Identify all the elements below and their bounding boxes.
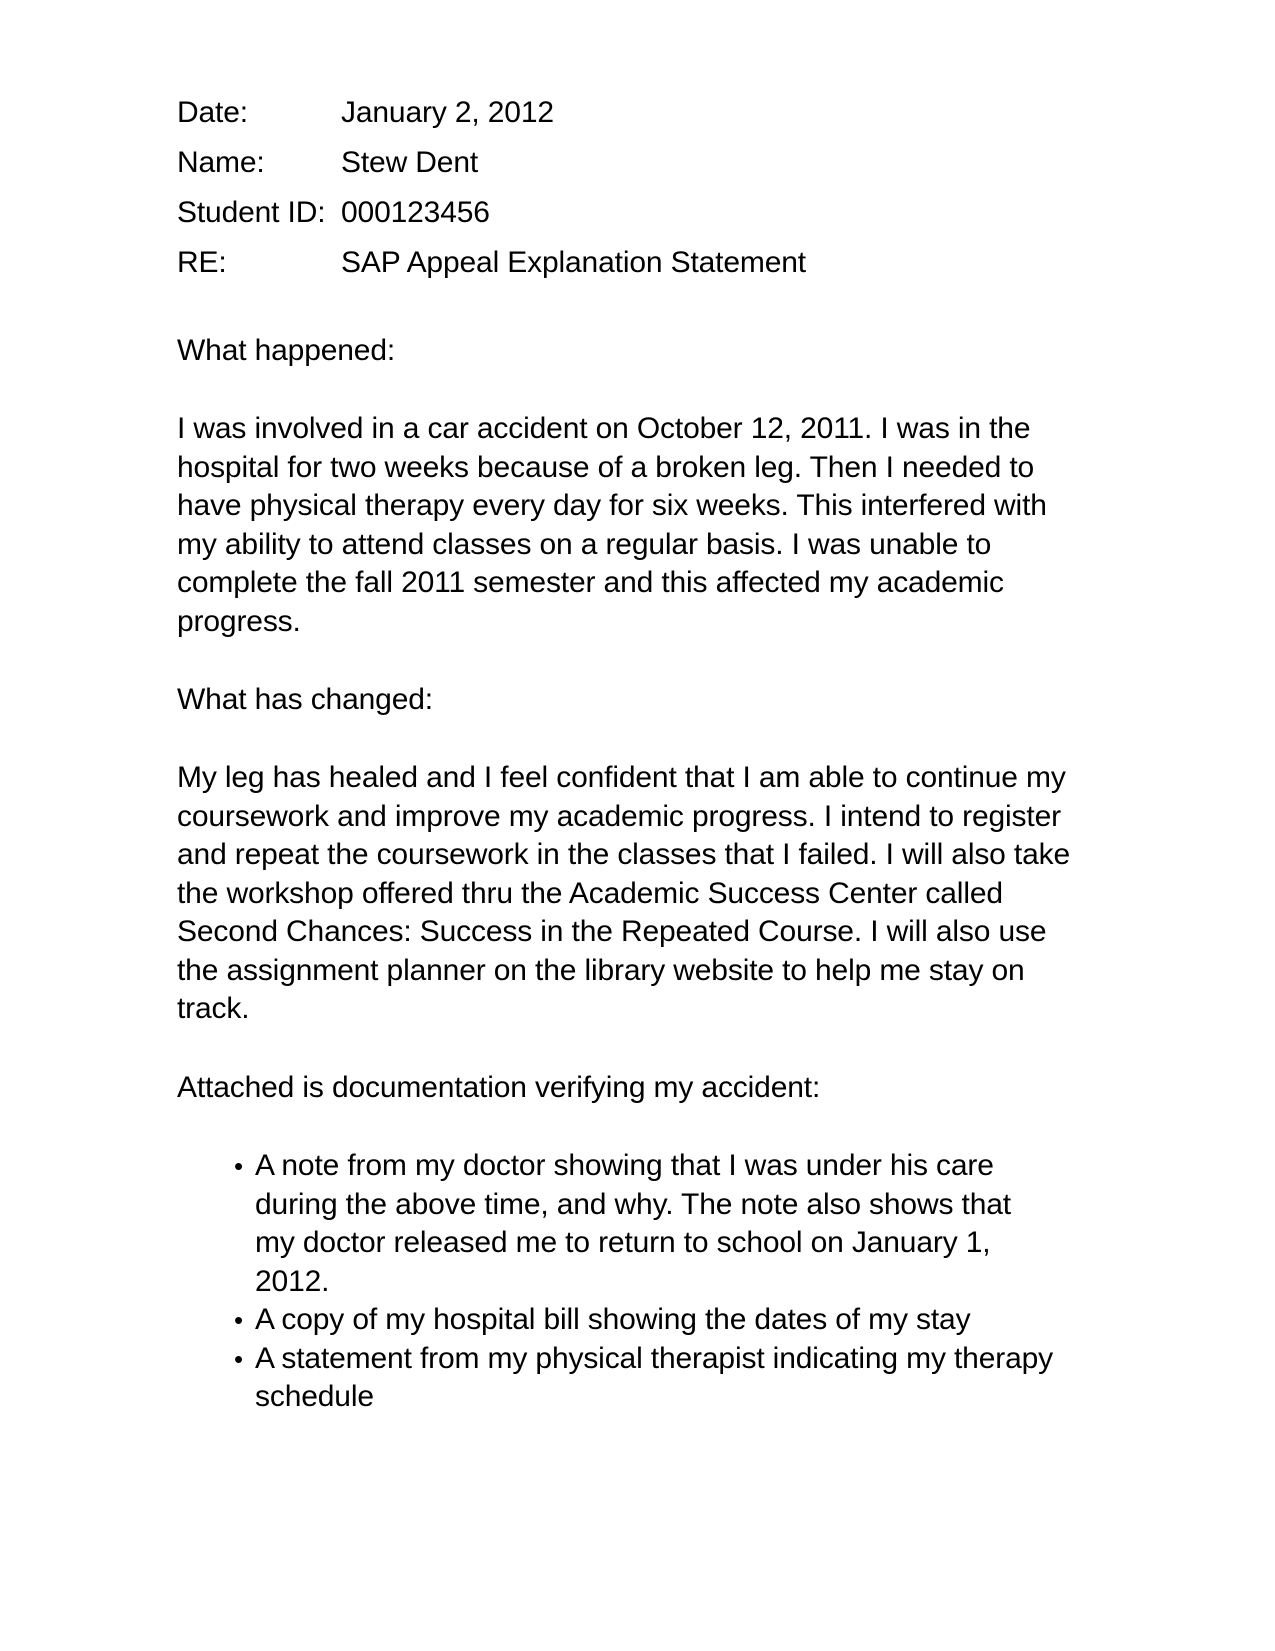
date-label: Date:	[177, 96, 248, 129]
spacer	[177, 1107, 1085, 1147]
section-paragraph-what-happened: I was involved in a car accident on October 12, 2011. I was in the hospital for two weeks because of a broken leg. Then I needed to have physical therapy every day for six weeks. This interfered with my ability to attend classes on a regular basis. I was unable to complete the fall 2011 semester and this affected my academic progress.	[177, 412, 1047, 638]
header-row-date	[177, 88, 1085, 138]
spacer	[177, 719, 1085, 759]
student-id-value: 000123456	[341, 196, 490, 229]
spacer	[177, 288, 1085, 332]
bullet-dot-icon: •	[234, 1151, 243, 1181]
date-value: January 2, 2012	[341, 96, 554, 129]
header-row-student-id	[177, 188, 1085, 238]
spacer	[177, 641, 1085, 681]
section-paragraph-what-has-changed: My leg has healed and I feel confident that I am able to continue my coursework and improve my academic progress. I intend to register and repeat the coursework in the classes that I failed. I will also take the workshop offered thru the Academic Success Center called Second Chances: Success in the Repeated Course. I will also use the assignment planner on the library website to help me stay on track.	[177, 761, 1071, 1025]
list-item-label: A statement from my physical therapist indicating my therapy schedule	[255, 1341, 1054, 1413]
letter-header-block	[177, 88, 1085, 288]
re-value: SAP Appeal Explanation Statement	[341, 246, 806, 279]
spacer	[177, 370, 1085, 410]
re-label: RE:	[177, 246, 227, 279]
header-row-re	[177, 238, 1085, 288]
bullet-dot-icon: •	[234, 1305, 243, 1335]
list-item	[177, 1340, 1057, 1417]
bullet-dot-icon: •	[234, 1343, 243, 1374]
spacer	[177, 1029, 1085, 1069]
attachments-list	[177, 1147, 1057, 1417]
section-heading-what-has-changed: What has changed:	[177, 683, 433, 716]
list-item-label: A copy of my hospital bill showing the dates of my stay	[255, 1303, 971, 1336]
name-label: Name:	[177, 146, 265, 179]
list-item-label: A note from my doctor showing that I was under his care during the above time, and why. The note also shows that my doctor released me to return to school on January 1, 2012.	[255, 1149, 1011, 1298]
list-item	[177, 1301, 1057, 1340]
list-item	[177, 1147, 1057, 1301]
header-row-name	[177, 138, 1085, 188]
student-id-label: Student ID:	[177, 196, 326, 229]
attachments-intro-text: Attached is documentation verifying my accident:	[177, 1070, 821, 1104]
section-heading-what-happened: What happened:	[177, 334, 396, 367]
name-value: Stew Dent	[341, 146, 479, 179]
